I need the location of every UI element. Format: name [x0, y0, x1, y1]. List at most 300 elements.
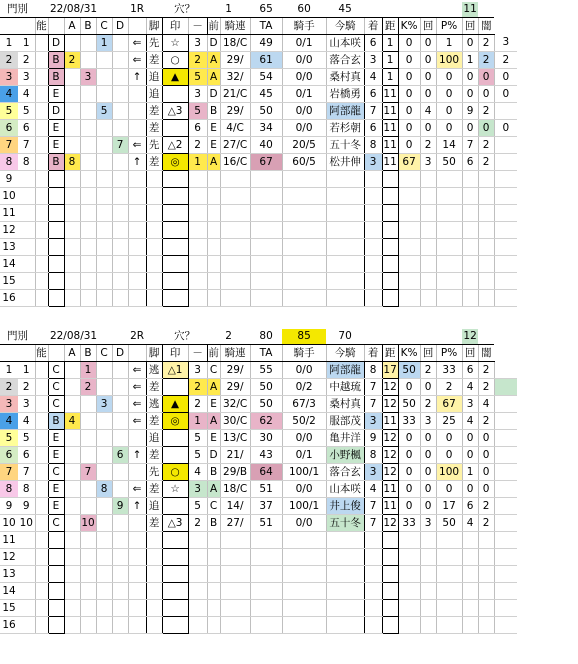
race2-cell [207, 532, 220, 549]
race1-cell [35, 35, 48, 52]
race2-cell [18, 532, 35, 549]
race2-cell: 2 [478, 498, 494, 515]
race2-cell [48, 549, 64, 566]
race2-header-3: 穴？ [174, 330, 196, 342]
race1-cell [462, 256, 478, 273]
race2-cell [250, 617, 282, 634]
race1-cell [364, 205, 382, 222]
race1-cell: B [48, 69, 64, 86]
race2-cell: 5 [0, 430, 18, 447]
race1-cell: 0 [420, 120, 436, 137]
race2-cell: 0 [478, 464, 494, 481]
table-row [0, 464, 578, 481]
race2-cell: 0 [478, 430, 494, 447]
race2-header-spacer [478, 329, 578, 345]
race1-cell [207, 222, 220, 239]
race1-cell: 100 [436, 52, 462, 69]
race2-cell [112, 532, 128, 549]
race2-cell: 50 [250, 379, 282, 396]
race2-cell: 差 [146, 413, 162, 430]
race2-header-5: 80 [259, 330, 273, 342]
race1-cell [112, 290, 128, 307]
race2-cell [382, 532, 398, 549]
race1-cell [64, 137, 80, 154]
race2-cell: 55 [250, 362, 282, 379]
race1-col-spacer [48, 18, 64, 35]
race2-cell: 2 [80, 379, 96, 396]
race2-cell [188, 583, 207, 600]
race2-cell [494, 481, 517, 498]
race2-cell: 0 [478, 447, 494, 464]
race2-cell: 0/0 [282, 515, 326, 532]
race2-cell: E [48, 430, 64, 447]
race2-cell: 2 [188, 396, 207, 413]
race1-cell: 13 [0, 239, 18, 256]
race2-col-4: D [112, 345, 128, 362]
race1-cell [188, 222, 207, 239]
race1-cell [220, 239, 250, 256]
race1-cell: 0 [420, 86, 436, 103]
race1-header-7: 45 [338, 3, 352, 15]
race1-cell [220, 256, 250, 273]
race2-sheet [0, 329, 578, 634]
race2-cell: 4 [462, 413, 478, 430]
race2-cell: 服部茂 [326, 413, 364, 430]
race2-cell [64, 515, 80, 532]
race1-cell: 7 [364, 103, 382, 120]
race1-cell [364, 239, 382, 256]
race2-cell: 9 [364, 430, 382, 447]
race2-cell: 0 [478, 481, 494, 498]
race1-cell [48, 171, 64, 188]
race1-cell [128, 205, 146, 222]
race2-cell [207, 617, 220, 634]
race2-cell [64, 447, 80, 464]
race2-cell [80, 617, 96, 634]
race1-cell: 先 [146, 137, 162, 154]
race2-cell [35, 566, 48, 583]
race2-cell: B [207, 515, 220, 532]
race1-header-5: 65 [259, 3, 273, 15]
race1-cell [420, 273, 436, 290]
race2-cell [478, 600, 494, 617]
race2-cell [162, 498, 188, 515]
race2-cell: 阿部龍 [326, 362, 364, 379]
race1-cell: 差 [146, 120, 162, 137]
race1-cell [436, 222, 462, 239]
race1-cell: 0/0 [282, 52, 326, 69]
race1-cell [436, 171, 462, 188]
race2-cell [478, 617, 494, 634]
race2-cell [462, 566, 478, 583]
race1-cell [128, 86, 146, 103]
race2-cell: 9 [112, 498, 128, 515]
race1-cell: 50 [436, 154, 462, 171]
race2-cell: 5 [188, 430, 207, 447]
race1-cell [18, 239, 35, 256]
race2-cell [478, 532, 494, 549]
race2-cell: ◎ [162, 413, 188, 430]
race2-cell: 17 [382, 362, 398, 379]
race2-cell [128, 617, 146, 634]
race2-cell: 3 [188, 362, 207, 379]
race1-cell [64, 86, 80, 103]
race1-col-13: 着 [364, 18, 382, 35]
race2-cell [96, 532, 112, 549]
race2-cell: 0 [398, 481, 420, 498]
table-row [0, 205, 578, 222]
table-row [0, 256, 578, 273]
race1-cell [112, 222, 128, 239]
race2-cell [146, 617, 162, 634]
race1-cell [282, 205, 326, 222]
race1-cell: 3 [188, 35, 207, 52]
race2-cell [96, 362, 112, 379]
race2-cell [494, 515, 517, 532]
race1-cell: 岩橋勇 [326, 86, 364, 103]
race2-col-19: 闇 [478, 345, 494, 362]
race2-cell: 0 [420, 498, 436, 515]
race1-cell: 0 [462, 86, 478, 103]
table-row [0, 515, 578, 532]
race1-cell: 32/ [220, 69, 250, 86]
race1-cell [96, 205, 112, 222]
race1-cell [494, 239, 517, 256]
race2-cell [64, 549, 80, 566]
race1-cell: 0 [462, 69, 478, 86]
race2-cell: 2 [420, 362, 436, 379]
race2-cell [96, 600, 112, 617]
race1-cell [436, 239, 462, 256]
race1-cell [128, 222, 146, 239]
race1-cell: 11 [382, 154, 398, 171]
race1-cell [35, 86, 48, 103]
race2-cell [112, 430, 128, 447]
race2-cell: 落合玄 [326, 464, 364, 481]
race1-cell: 2 [420, 137, 436, 154]
race2-cell: E [48, 498, 64, 515]
race2-cell: 先 [146, 464, 162, 481]
race1-cell: 2 [494, 52, 517, 69]
race2-cell [398, 566, 420, 583]
race1-cell: 3 [0, 69, 18, 86]
race2-cell: 7 [364, 498, 382, 515]
race2-cell [80, 447, 96, 464]
race1-cell [398, 171, 420, 188]
race2-cell [494, 379, 517, 396]
race2-cell: 50 [250, 396, 282, 413]
race2-cell [282, 532, 326, 549]
table-row [0, 532, 578, 549]
race1-cell: 5 [18, 103, 35, 120]
race1-col-15: K% [398, 18, 420, 35]
race2-cell: 0 [420, 464, 436, 481]
race1-cell: 14 [0, 256, 18, 273]
race2-cell: 9 [0, 498, 18, 515]
race1-cell [382, 222, 398, 239]
race2-cell [382, 617, 398, 634]
race1-cell [35, 171, 48, 188]
race2-cell: 0 [398, 464, 420, 481]
race2-cell: 差 [146, 379, 162, 396]
race2-cell [162, 532, 188, 549]
race1-col-7: － [188, 18, 207, 35]
race1-cell [494, 205, 517, 222]
race1-cell [382, 171, 398, 188]
race2-cell [436, 532, 462, 549]
race1-col-9: 騎連 [220, 18, 250, 35]
race2-cell: 100/1 [282, 464, 326, 481]
race1-cell [128, 256, 146, 273]
race1-cell: 12 [0, 222, 18, 239]
race2-cell: 1 [462, 464, 478, 481]
race2-cell [188, 549, 207, 566]
race2-cell: 12 [0, 549, 18, 566]
race2-cell [80, 532, 96, 549]
table-row [0, 222, 578, 239]
race2-cell: 32/C [220, 396, 250, 413]
race2-cell [64, 600, 80, 617]
race2-cell: 6 [18, 447, 35, 464]
race2-cell [96, 498, 112, 515]
race2-cell [436, 583, 462, 600]
race1-cell [478, 205, 494, 222]
race1-cell: 1 [96, 35, 112, 52]
race1-cell [35, 52, 48, 69]
race1-cell: 4 [0, 86, 18, 103]
race1-cell: 5 [96, 103, 112, 120]
race1-cell [96, 69, 112, 86]
race2-cell [146, 549, 162, 566]
race1-cell [18, 171, 35, 188]
race2-cell: 0 [420, 379, 436, 396]
race2-cell: ⇐ [128, 481, 146, 498]
race2-cell [326, 617, 364, 634]
race2-cell [398, 583, 420, 600]
race1-cell: 0 [436, 120, 462, 137]
race1-cell: 0 [398, 103, 420, 120]
race1-cell: 0/0 [282, 103, 326, 120]
race2-cell [220, 549, 250, 566]
race2-cell: 10 [0, 515, 18, 532]
race1-cell [80, 35, 96, 52]
race1-cell [364, 222, 382, 239]
race1-cell [162, 171, 188, 188]
race1-cell [282, 239, 326, 256]
race2-cell [462, 617, 478, 634]
race1-cell [146, 222, 162, 239]
race2-cell [35, 447, 48, 464]
race2-cell: 五十冬 [326, 515, 364, 532]
race2-cell [494, 430, 517, 447]
race2-col-15: K% [398, 345, 420, 362]
race2-cell [220, 600, 250, 617]
race1-cell [282, 222, 326, 239]
race1-cell [494, 256, 517, 273]
race1-col-6: 印 [162, 18, 188, 35]
race2-cell: 3 [18, 396, 35, 413]
race1-cell [64, 69, 80, 86]
race1-cell: 4 [420, 103, 436, 120]
race1-cell [282, 188, 326, 205]
race2-cell: 12 [382, 447, 398, 464]
race2-cell [282, 600, 326, 617]
race1-cell: 11 [382, 86, 398, 103]
race2-cell: 差 [146, 515, 162, 532]
race2-cell [462, 600, 478, 617]
race1-cell: △2 [162, 137, 188, 154]
race1-cell [420, 205, 436, 222]
race1-cell [420, 290, 436, 307]
race2-cell: 11 [0, 532, 18, 549]
race1-cell [188, 290, 207, 307]
race2-cell: 9 [18, 498, 35, 515]
race2-cell [326, 532, 364, 549]
race1-cell [162, 205, 188, 222]
race2-header-row [0, 329, 578, 345]
table-row [0, 120, 578, 137]
race2-cell: 50/2 [282, 413, 326, 430]
race1-cell [128, 290, 146, 307]
race2-cell [162, 447, 188, 464]
race1-cell: 49 [250, 35, 282, 52]
race2-cell: 43 [250, 447, 282, 464]
race2-col-13: 着 [364, 345, 382, 362]
race1-cell [162, 120, 188, 137]
race2-cell: 17 [436, 498, 462, 515]
race2-cell [250, 549, 282, 566]
race2-cell: 3 [420, 515, 436, 532]
race2-cell: 3 [0, 396, 18, 413]
race1-cell: 差 [146, 103, 162, 120]
race1-cell [112, 103, 128, 120]
race2-cell: C [48, 464, 64, 481]
race2-cell [326, 583, 364, 600]
race2-header-8: 12 [462, 329, 478, 345]
race2-cell: 6 [462, 362, 478, 379]
race2-cell [80, 430, 96, 447]
race1-cell [364, 273, 382, 290]
race2-cell: 2 [478, 379, 494, 396]
race2-cell: 62 [250, 413, 282, 430]
race2-cell: 64 [250, 464, 282, 481]
race1-cell [494, 222, 517, 239]
race1-cell [436, 290, 462, 307]
race1-cell [250, 205, 282, 222]
race2-cell: 差 [146, 481, 162, 498]
race1-cell [48, 273, 64, 290]
race1-cell [478, 239, 494, 256]
race2-cell: 0/0 [282, 481, 326, 498]
race1-cell [162, 86, 188, 103]
race1-cell [494, 154, 517, 171]
race2-cell [207, 549, 220, 566]
race2-cell: 7 [364, 396, 382, 413]
race1-cell [80, 137, 96, 154]
race2-cell: 山本咲 [326, 481, 364, 498]
race1-cell [128, 171, 146, 188]
race2-col-9: 騎連 [220, 345, 250, 362]
race2-cell [128, 583, 146, 600]
race2-cell [326, 566, 364, 583]
race2-cell [128, 532, 146, 549]
race1-cell: 6 [364, 120, 382, 137]
race2-cell [162, 430, 188, 447]
race2-col-12: 今騎 [326, 345, 364, 362]
race2-cell [146, 583, 162, 600]
race1-cell [48, 188, 64, 205]
race1-cell: 0/1 [282, 86, 326, 103]
race2-header-4: 2 [225, 330, 232, 342]
race2-cell: 4 [462, 379, 478, 396]
race2-cell: 5 [188, 498, 207, 515]
race1-cell [162, 273, 188, 290]
race1-cell: 1 [18, 35, 35, 52]
race1-cell: ⇐ [128, 35, 146, 52]
race1-cell: 0 [436, 86, 462, 103]
race2-cell: 100 [436, 464, 462, 481]
race1-cell: 3 [494, 35, 517, 52]
race1-cell: 6 [188, 120, 207, 137]
race2-cell: 追 [146, 498, 162, 515]
race1-cell: 8 [18, 154, 35, 171]
race2-cell [80, 566, 96, 583]
race2-cell [494, 447, 517, 464]
race1-cell: 8 [64, 154, 80, 171]
race2-cell [35, 532, 48, 549]
race2-cell [96, 464, 112, 481]
race1-cell: 0 [494, 86, 517, 103]
race2-cell: 33 [398, 515, 420, 532]
race2-cell: 7 [18, 464, 35, 481]
race1-cell [207, 239, 220, 256]
race2-cell: A [207, 379, 220, 396]
race2-cell: 逃 [146, 396, 162, 413]
race2-cell: ⇐ [128, 396, 146, 413]
race1-cell [220, 171, 250, 188]
race2-cell: B [207, 464, 220, 481]
race2-table [0, 329, 578, 634]
race1-cell: 6 [0, 120, 18, 137]
race2-cell: 50 [398, 362, 420, 379]
race2-cell [494, 362, 517, 379]
race2-cell [398, 600, 420, 617]
race2-cell [162, 549, 188, 566]
race1-cell [162, 256, 188, 273]
race2-cell: 11 [382, 498, 398, 515]
race1-cell [96, 137, 112, 154]
race2-cell: 14/ [220, 498, 250, 515]
race1-cell: 1 [462, 52, 478, 69]
race1-cell [250, 273, 282, 290]
race1-cell: 8 [0, 154, 18, 171]
race1-cell [35, 188, 48, 205]
race2-cell: 25 [436, 413, 462, 430]
race2-cell: 21/ [220, 447, 250, 464]
race1-cell: 五十冬 [326, 137, 364, 154]
table-row [0, 379, 578, 396]
race2-col-0: 能 [35, 345, 48, 362]
race2-cell: C [48, 362, 64, 379]
race1-cell: 2 [188, 52, 207, 69]
race2-cell: 逃 [146, 362, 162, 379]
race2-cell: 100/1 [282, 498, 326, 515]
race1-cell [64, 171, 80, 188]
race1-cell [250, 222, 282, 239]
race2-cell [96, 549, 112, 566]
race1-cell [398, 273, 420, 290]
race1-cell: 0 [420, 52, 436, 69]
